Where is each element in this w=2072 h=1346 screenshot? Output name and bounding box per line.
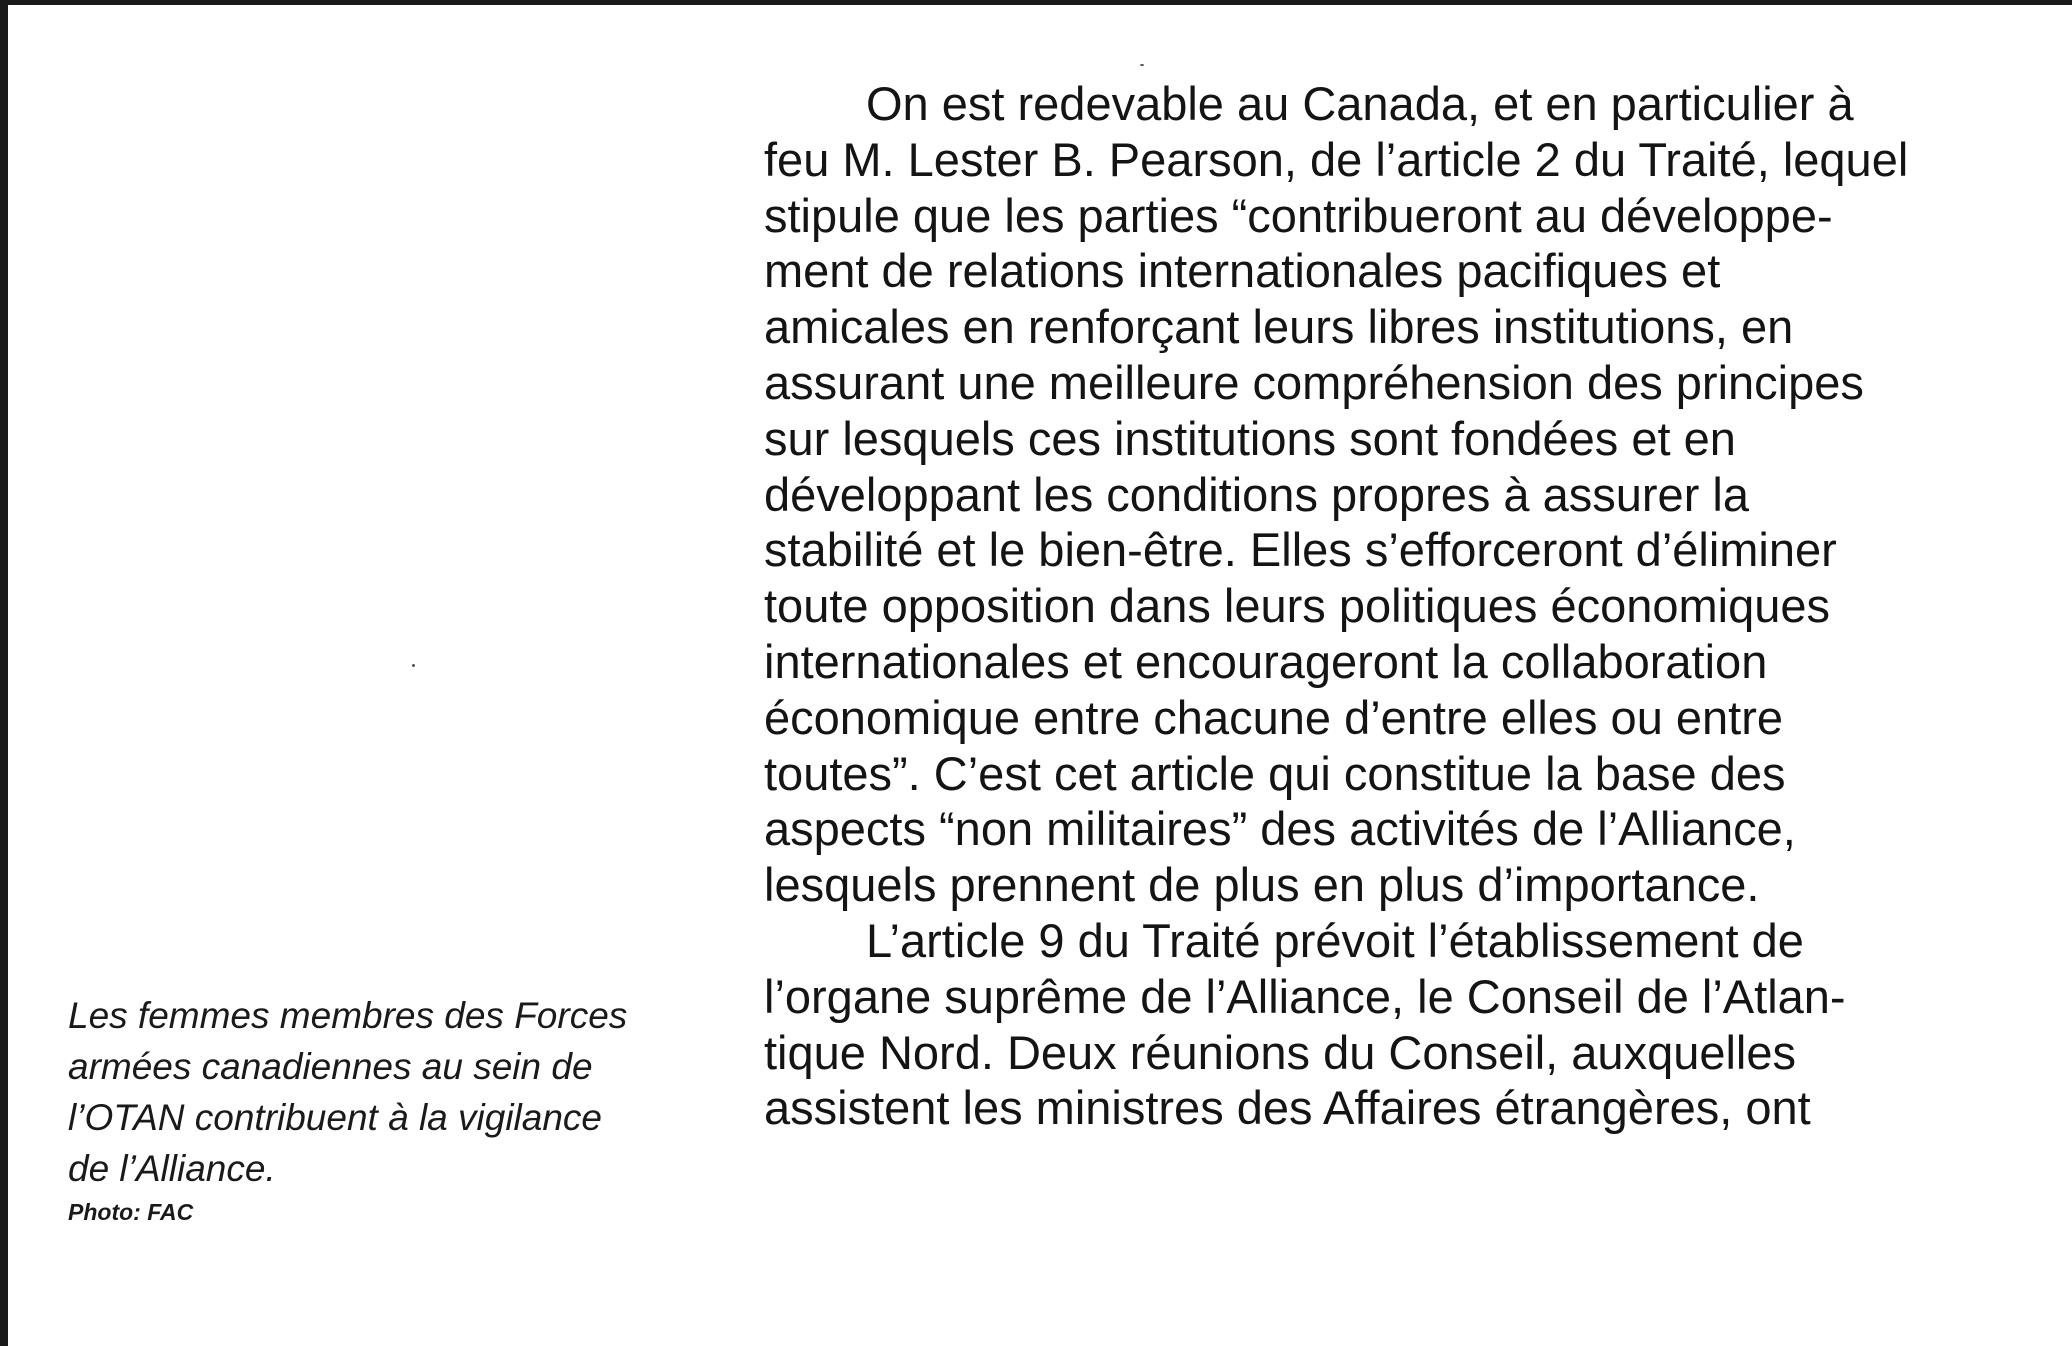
body-line: toute opposition dans leurs politiques économiques [764,579,1831,633]
body-line: feu M. Lester B. Pearson, de l’article 2 du Traité, lequel [764,132,1909,186]
body-line: aspects “non militaires” des activités de l’Alliance, [764,802,1796,856]
body-line: tique Nord. Deux réunions du Conseil, auxquelles [764,1025,1797,1079]
caption-line: armées canadiennes au sein de [68,1046,593,1087]
paragraph-2-first-line: L’article 9 du Traité prévoit l’établissement de [866,913,1804,967]
body-line: lesquels prennent de plus en plus d’importance. [764,858,1760,912]
top-border-line [0,0,2072,5]
body-line: internationales et encourageront la collaboration [764,634,1768,688]
body-line: stipule que les parties “contribueront au développe- [764,188,1833,242]
body-line: amicales en renforçant leurs libres institutions, en [764,300,1794,354]
body-line: économique entre chacune d’entre elles ou entre [764,690,1784,744]
body-line: stabilité et le bien-être. Elles s’efforceront d’éliminer [764,523,1837,577]
caption-line: de l’Alliance. [68,1148,276,1189]
body-line: ment de relations internationales pacifiques et [764,244,1721,298]
body-line: assistent les ministres des Affaires étrangères, ont [764,1081,1811,1135]
caption-line: l’OTAN contribuent à la vigilance [68,1097,603,1138]
article-body [764,76,2054,1136]
caption-line: Les femmes membres des Forces [68,995,628,1036]
body-line: toutes”. C’est cet article qui constitue la base des [764,746,1786,800]
scan-speck [1140,64,1144,66]
scan-speck [412,664,415,667]
left-border-line [0,0,8,1346]
photo-caption [68,990,748,1194]
photo-credit: Photo: FAC [68,1199,194,1225]
body-line: sur lesquels ces institutions sont fondées et en [764,411,1736,465]
body-line: assurant une meilleure compréhension des principes [764,355,1864,409]
paragraph-1-first-line: On est redevable au Canada, et en particulier à [866,77,1854,130]
body-line: développant les conditions propres à assurer la [764,467,1749,521]
body-line: l’organe suprême de l’Alliance, le Conseil de l’Atlan- [764,969,1846,1023]
